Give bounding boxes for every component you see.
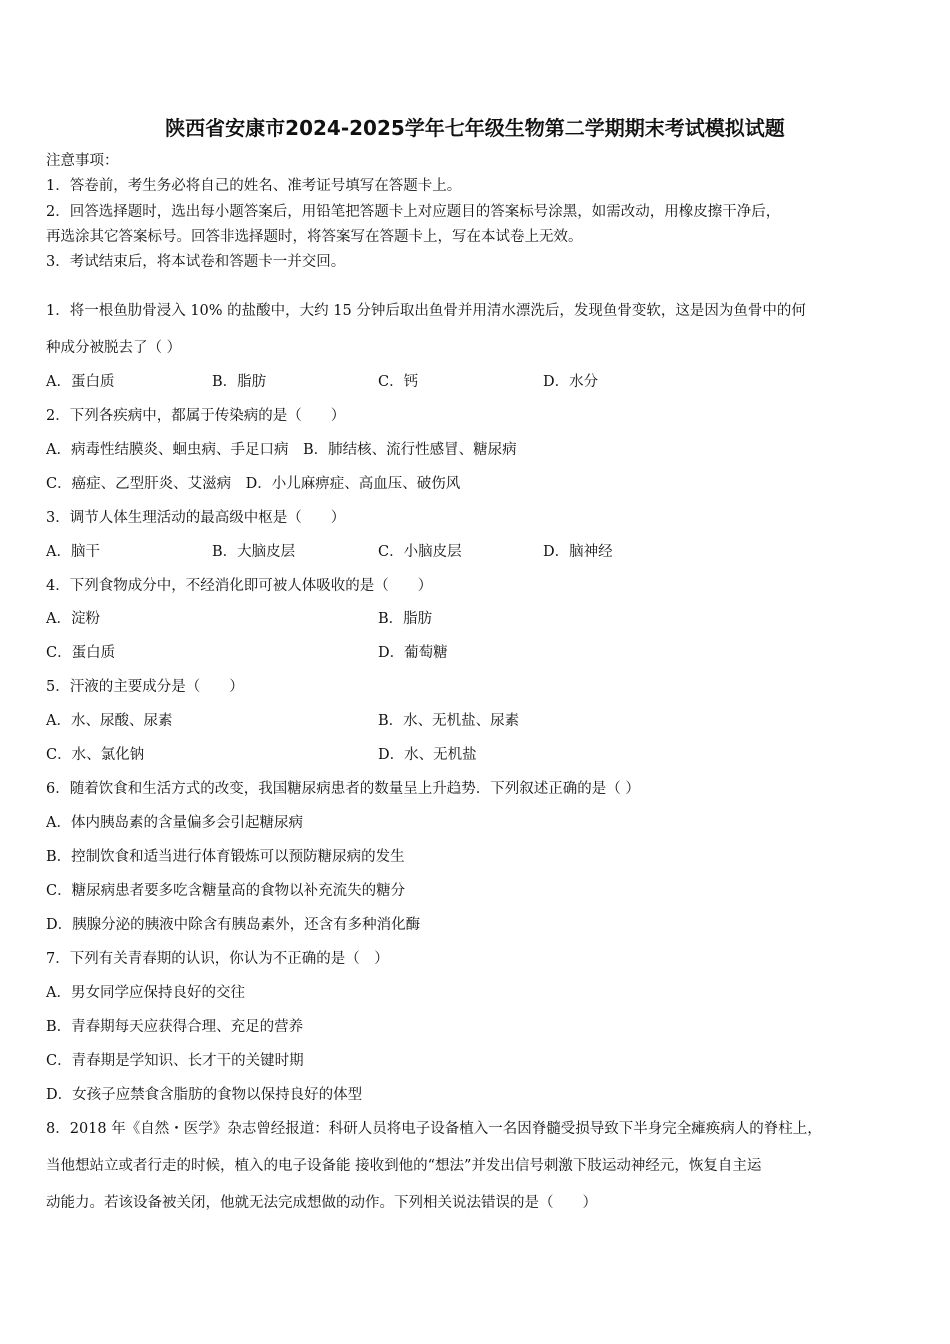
question-5-stem: 5．汗液的主要成分是（ ） bbox=[46, 679, 244, 695]
question-3-option-a: A．脑干 bbox=[46, 544, 100, 560]
question-4-option-c: C．蛋白质 bbox=[46, 645, 116, 661]
question-8-stem-cont: 当他想站立或者行走的时候，植入的电子设备能 接收到他的“想法”并发出信号刺激下肢运动神经元，恢复自主运 bbox=[46, 1158, 762, 1174]
question-4-stem: 4．下列食物成分中，不经消化即可被人体吸收的是（ ） bbox=[46, 578, 433, 594]
question-1-option-a: A．蛋白质 bbox=[46, 374, 115, 390]
question-5-option-b: B．水、无机盐、尿素 bbox=[378, 713, 520, 729]
question-5-option-a: A．水、尿酸、尿素 bbox=[46, 713, 173, 729]
question-7-option-d: D．女孩子应禁食含脂肪的食物以保持良好的体型 bbox=[46, 1087, 363, 1103]
question-1-option-b: B．脂肪 bbox=[212, 374, 267, 390]
question-7-option-a: A．男女同学应保持良好的交往 bbox=[46, 985, 245, 1001]
question-3-option-d: D．脑神经 bbox=[543, 544, 613, 560]
question-2-stem: 2．下列各疾病中，都属于传染病的是（ ） bbox=[46, 408, 346, 424]
question-3-option-c: C．小脑皮层 bbox=[378, 544, 462, 560]
question-2-options-cd: C．癌症、乙型肝炎、艾滋病 D．小儿麻痹症、高血压、破伤风 bbox=[46, 476, 461, 492]
question-6-stem: 6．随着饮食和生活方式的改变，我国糖尿病患者的数量呈上升趋势．下列叙述正确的是（ ） bbox=[46, 781, 640, 797]
notice-item: 再选涂其它答案标号。回答非选择题时，将答案写在答题卡上，写在本试卷上无效。 bbox=[46, 229, 583, 245]
question-6-option-c: C．糖尿病患者要多吃含糖量高的食物以补充流失的糖分 bbox=[46, 883, 406, 899]
question-7-option-c: C．青春期是学知识、长才干的关键时期 bbox=[46, 1053, 304, 1069]
question-1-stem: 1．将一根鱼肋骨浸入 10% 的盐酸中，大约 15 分钟后取出鱼骨并用清水漂洗后，发现鱼骨变软，这是因为鱼骨中的何 bbox=[46, 303, 806, 319]
page-title: 陕西省安康市2024-2025学年七年级生物第二学期期末考试模拟试题 bbox=[165, 116, 785, 140]
question-6-option-d: D．胰腺分泌的胰液中除含有胰岛素外，还含有多种消化酶 bbox=[46, 917, 421, 933]
question-5-option-d: D．水、无机盐 bbox=[378, 747, 477, 763]
notice-item: 2．回答选择题时，选出每小题答案后，用铅笔把答题卡上对应题目的答案标号涂黑，如需改动，用橡皮擦干净后， bbox=[46, 204, 781, 220]
question-1-option-d: D．水分 bbox=[543, 374, 599, 390]
question-4-option-a: A．淀粉 bbox=[46, 611, 100, 627]
question-1-option-c: C．钙 bbox=[378, 374, 419, 390]
question-6-option-a: A．体内胰岛素的含量偏多会引起糖尿病 bbox=[46, 815, 303, 831]
question-5-option-c: C．水、氯化钠 bbox=[46, 747, 145, 763]
question-4-option-d: D．葡萄糖 bbox=[378, 645, 448, 661]
question-7-stem: 7．下列有关青春期的认识，你认为不正确的是（ ） bbox=[46, 951, 389, 967]
question-3-option-b: B．大脑皮层 bbox=[212, 544, 296, 560]
question-2-options-ab: A．病毒性结膜炎、蛔虫病、手足口病 B．肺结核、流行性感冒、糖尿病 bbox=[46, 442, 517, 458]
question-6-option-b: B．控制饮食和适当进行体育锻炼可以预防糖尿病的发生 bbox=[46, 849, 405, 865]
question-7-option-b: B．青春期每天应获得合理、充足的营养 bbox=[46, 1019, 304, 1035]
question-3-stem: 3．调节人体生理活动的最高级中枢是（ ） bbox=[46, 510, 346, 526]
notice-item: 1．答卷前，考生务必将自己的姓名、准考证号填写在答题卡上。 bbox=[46, 178, 462, 194]
notice-item: 3．考试结束后，将本试卷和答题卡一并交回。 bbox=[46, 254, 346, 270]
notice-heading: 注意事项： bbox=[46, 153, 119, 169]
question-4-option-b: B．脂肪 bbox=[378, 611, 433, 627]
question-8-stem-cont: 动能力。若该设备被关闭，他就无法完成想做的动作。下列相关说法错误的是（ ） bbox=[46, 1195, 597, 1211]
question-8-stem: 8．2018 年《自然・医学》杂志曾经报道：科研人员将电子设备植入一名因脊髓受损导致下半身完全瘫痪病人的脊柱上， bbox=[46, 1121, 822, 1137]
question-1-stem-cont: 种成分被脱去了（ ） bbox=[46, 340, 182, 356]
